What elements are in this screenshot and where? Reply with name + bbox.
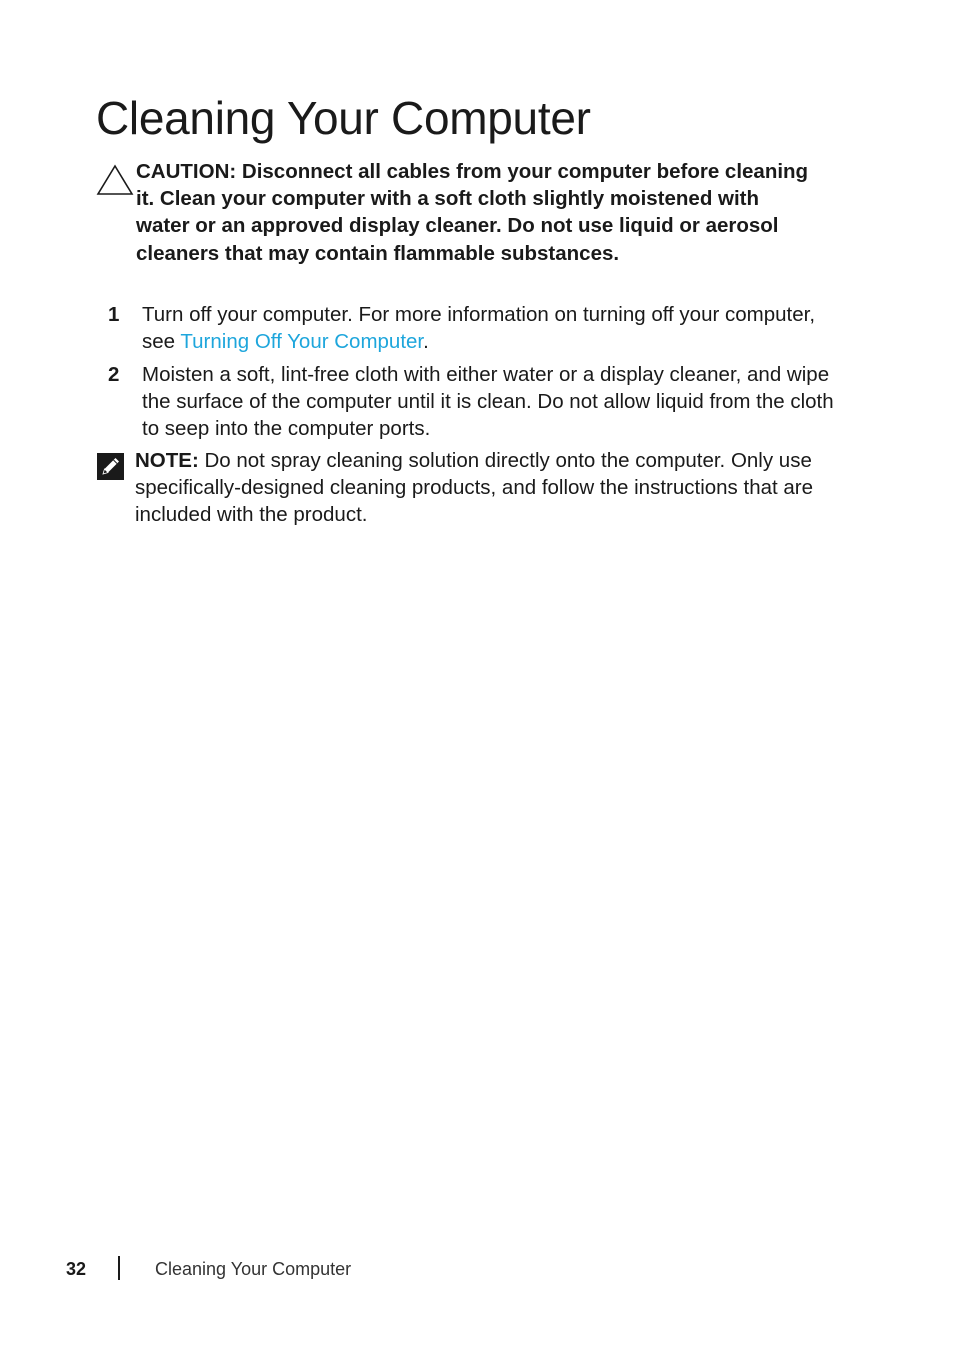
note-notice <box>96 447 836 529</box>
note-body: Do not spray cleaning solution directly onto the computer. Only use specifically-designed cleaning products, and follow the instructions that are included with the product. <box>135 449 814 527</box>
list-item <box>96 301 836 356</box>
list-item <box>96 361 836 443</box>
page-number: 32 <box>66 1259 87 1279</box>
step-text: Moisten a soft, lint-free cloth with either water or a display cleaner, and wipe the surface of the computer until it is clean. Do not allow liquid from the cloth to seep into the computer ports. <box>142 362 834 441</box>
pencil-note-icon <box>97 453 124 480</box>
footer-divider <box>118 1256 120 1280</box>
footer-section-title: Cleaning Your Computer <box>155 1259 352 1279</box>
step-text <box>142 301 836 356</box>
step-text-before: Turn off your computer. For more information on turning off your computer, see <box>142 303 816 354</box>
step-number: 1 <box>108 303 120 326</box>
steps-list <box>96 301 836 447</box>
page-title: Cleaning Your Computer <box>96 92 591 144</box>
page-footer <box>66 1254 566 1284</box>
note-label: NOTE: <box>135 449 199 472</box>
warning-triangle-icon <box>96 164 134 196</box>
caution-notice <box>96 158 816 267</box>
note-text <box>135 447 836 529</box>
step-text-after: . <box>423 330 429 354</box>
step-number: 2 <box>108 362 120 386</box>
turning-off-link[interactable]: Turning Off Your Computer <box>180 330 424 354</box>
caution-text: CAUTION: Disconnect all cables from your computer before cleaning it. Clean your computer with a soft cloth slightly moistened with water or an approved display cleaner. Do not use liquid or aerosol cleaners that may contain flammable substances. <box>136 160 809 265</box>
